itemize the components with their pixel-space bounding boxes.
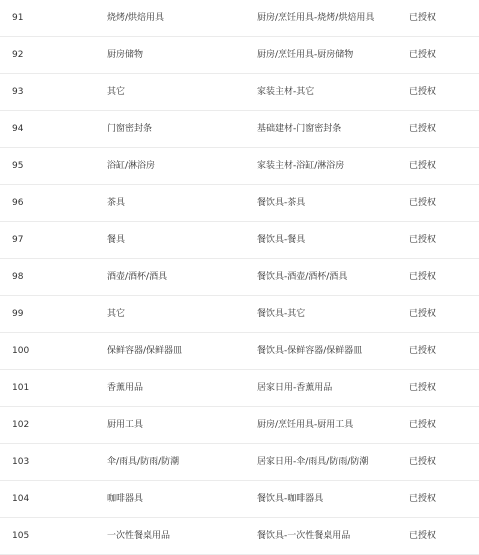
table-row — [0, 37, 479, 74]
category-name: 门窗密封条 — [107, 124, 153, 134]
table-row — [0, 370, 479, 407]
row-id: 105 — [12, 531, 30, 541]
category-path: 餐饮具-咖啡器具 — [257, 494, 324, 504]
table-row — [0, 444, 479, 481]
status-label: 已授权 — [409, 309, 437, 319]
row-id: 103 — [12, 457, 30, 467]
category-path: 居家日用-伞/雨具/防雨/防潮 — [257, 457, 369, 467]
status-label: 已授权 — [409, 272, 437, 282]
category-name: 厨房储物 — [107, 50, 144, 60]
row-id: 97 — [12, 235, 24, 245]
category-path: 餐饮具-一次性餐桌用品 — [257, 531, 351, 541]
row-id: 104 — [12, 494, 30, 504]
category-path: 厨房/烹饪用具-烧烤/烘焙用具 — [257, 13, 375, 23]
category-path: 餐饮具-保鲜容器/保鲜器皿 — [257, 346, 363, 356]
category-name: 餐具 — [107, 235, 126, 245]
table-row — [0, 185, 479, 222]
row-id: 101 — [12, 383, 30, 393]
table-row — [0, 222, 479, 259]
category-path: 厨房/烹饪用具-厨用工具 — [257, 420, 354, 430]
status-label: 已授权 — [409, 124, 437, 134]
row-id: 102 — [12, 420, 30, 430]
table-row — [0, 407, 479, 444]
status-label: 已授权 — [409, 346, 437, 356]
category-name: 保鲜容器/保鲜器皿 — [107, 346, 183, 356]
status-label: 已授权 — [409, 161, 437, 171]
row-id: 96 — [12, 198, 24, 208]
table-row — [0, 296, 479, 333]
status-label: 已授权 — [409, 87, 437, 97]
status-label: 已授权 — [409, 198, 437, 208]
category-name: 其它 — [107, 87, 126, 97]
category-path: 居家日用-香薰用品 — [257, 383, 333, 393]
table-row — [0, 148, 479, 185]
category-path: 餐饮具-餐具 — [257, 235, 306, 245]
category-name: 茶具 — [107, 198, 126, 208]
status-label: 已授权 — [409, 420, 437, 430]
category-path: 餐饮具-茶具 — [257, 198, 306, 208]
table-row — [0, 0, 479, 37]
category-path: 家装主材-浴缸/淋浴房 — [257, 161, 345, 171]
category-name: 伞/雨具/防雨/防潮 — [107, 457, 180, 467]
status-label: 已授权 — [409, 13, 437, 23]
row-id: 99 — [12, 309, 24, 319]
status-label: 已授权 — [409, 383, 437, 393]
table-row — [0, 333, 479, 370]
row-id: 92 — [12, 50, 24, 60]
category-name: 其它 — [107, 309, 126, 319]
table-row — [0, 111, 479, 148]
table-row — [0, 518, 479, 555]
category-path: 餐饮具-其它 — [257, 309, 306, 319]
status-label: 已授权 — [409, 494, 437, 504]
status-label: 已授权 — [409, 50, 437, 60]
row-id: 100 — [12, 346, 30, 356]
status-label: 已授权 — [409, 457, 437, 467]
category-path: 餐饮具-酒壶/酒杯/酒具 — [257, 272, 348, 282]
status-label: 已授权 — [409, 235, 437, 245]
table-row — [0, 74, 479, 111]
row-id: 91 — [12, 13, 24, 23]
row-id: 95 — [12, 161, 24, 171]
category-path: 厨房/烹饪用具-厨房储物 — [257, 50, 354, 60]
row-id: 98 — [12, 272, 24, 282]
status-label: 已授权 — [409, 531, 437, 541]
category-name: 咖啡器具 — [107, 494, 144, 504]
category-name: 浴缸/淋浴房 — [107, 161, 156, 171]
category-name: 一次性餐桌用品 — [107, 531, 171, 541]
row-id: 93 — [12, 87, 24, 97]
table-row — [0, 259, 479, 296]
category-name: 酒壶/酒杯/酒具 — [107, 272, 168, 282]
category-name: 香薰用品 — [107, 383, 144, 393]
row-id: 94 — [12, 124, 24, 134]
category-path: 基础建材-门窗密封条 — [257, 124, 342, 134]
category-name: 烧烤/烘焙用具 — [107, 13, 165, 23]
table-row — [0, 481, 479, 518]
category-path: 家装主材-其它 — [257, 87, 315, 97]
category-name: 厨用工具 — [107, 420, 144, 430]
